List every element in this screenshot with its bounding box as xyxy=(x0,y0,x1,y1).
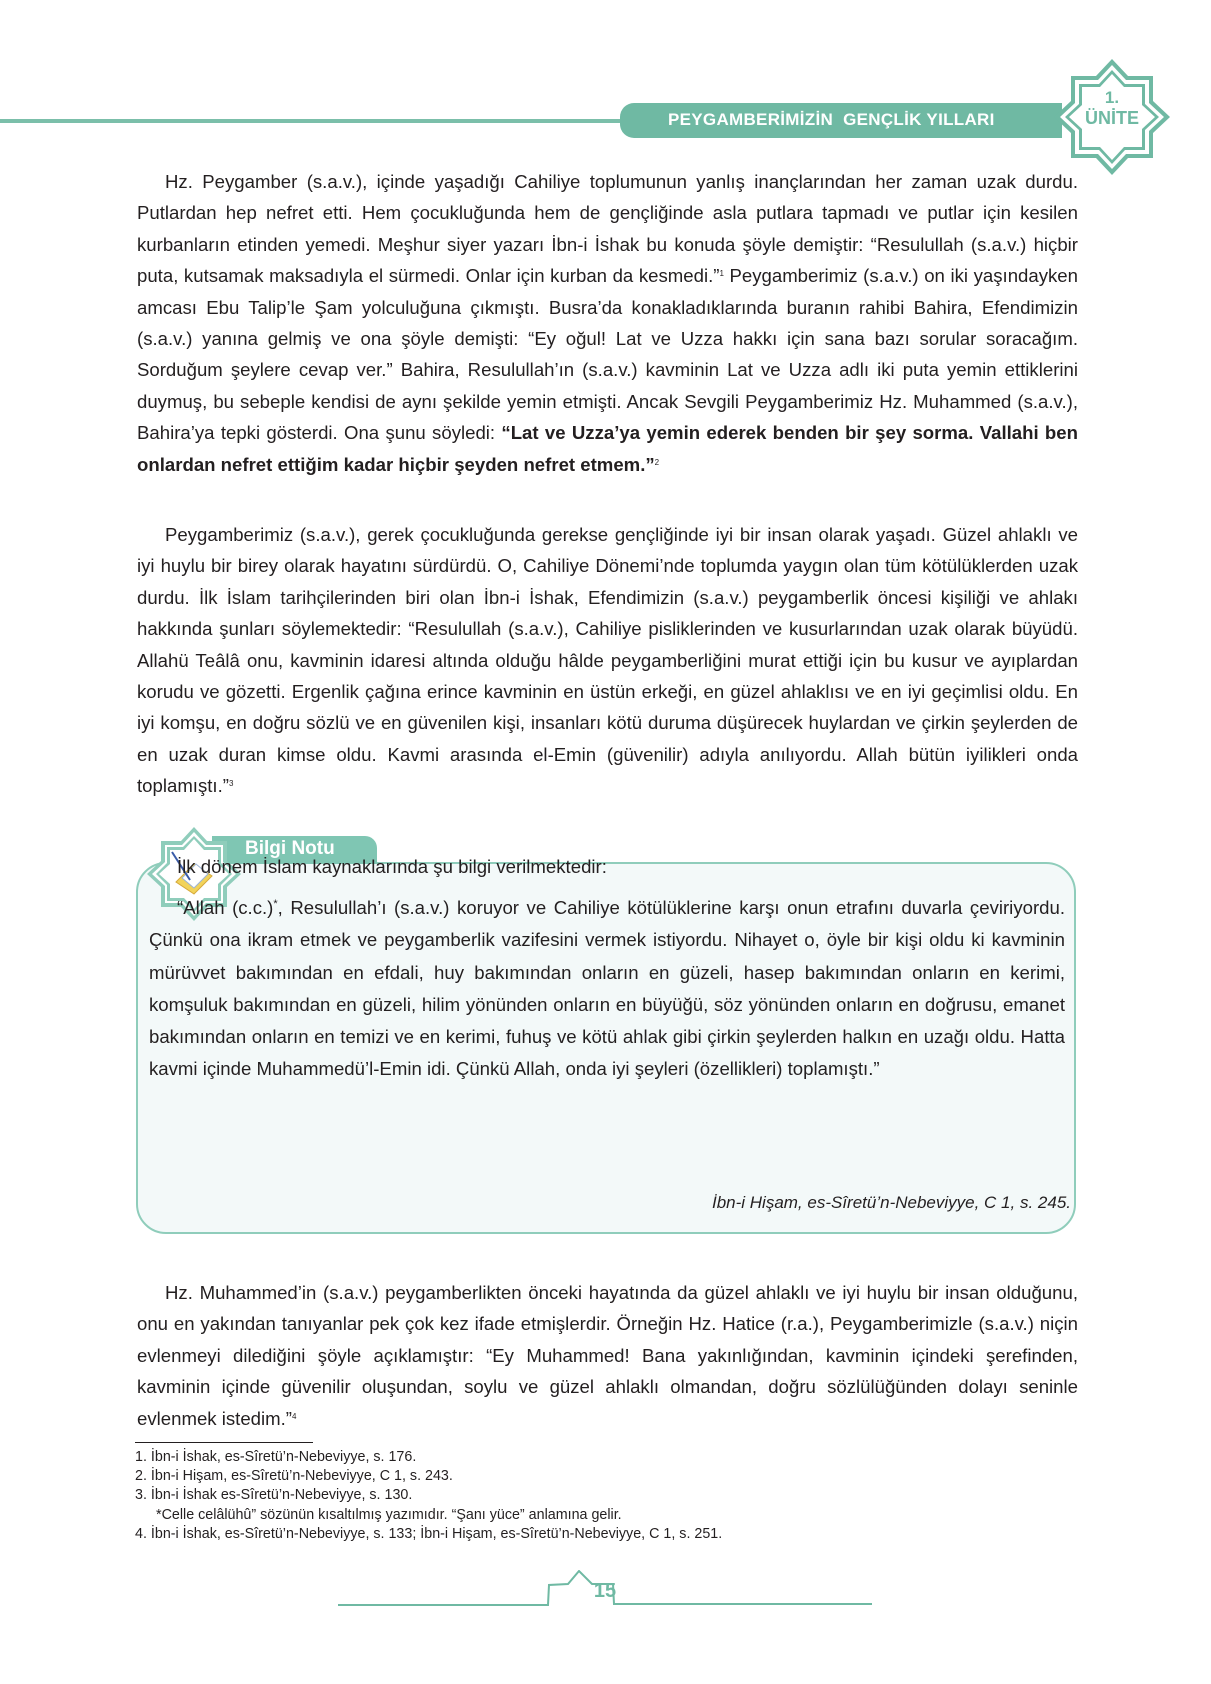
unit-label: ÜNİTE xyxy=(1085,108,1139,128)
footnote-item: 3. İbn-i İshak es-Sîretü’n-Nebeviyye, s. 130. xyxy=(135,1487,413,1504)
footnote-ref[interactable]: 1 xyxy=(719,269,724,279)
page-number: 15 xyxy=(593,1580,617,1602)
paragraph-text: Hz. Peygamber (s.a.v.), içinde yaşadığı Cahiliye toplumunun yanlış inançlarından her zaman uzak durdu. Putlardan hep nefret etti. Hem çocukluğunda hem de gençliğinde asla putlara tapmadı ve putlar için kesilen kurbanların etinden yemedi. Meşhur siyer yazarı İbn-i İshak bu konuda şöyle demiştir: “Resulullah (s.a.v.) hiçbir puta, kutsamak maksadıyla el sürmedi. Onlar için kurban da kesmedi.” xyxy=(137,171,1078,287)
unit-number: 1. xyxy=(1104,88,1120,107)
header-rule xyxy=(0,119,660,123)
info-note-quote xyxy=(149,888,1065,1085)
body-paragraph-1 xyxy=(137,166,1078,480)
quote-text: , Resulullah’ı (s.a.v.) koruyor ve Cahiliye kötülüklerine karşı onun etrafını duvarla çeviriyordu. Çünkü ona ikram etmek ve peygamberlik vazifesini vermek istiyordu. Nihayet o, öyle bir kişi oldu ki kavminin mürüvvet bakımından en efdali, huy bakımından onların en güzeli, hasep bakımından onların en kerimi, komşuluk bakımından en güzeli, hilim yönünden onların en büyüğü, söz yönünden onların en doğrusu, emanet bakımından onların en temizi ve en kerimi, fuhuş ve kötü ahlak gibi çirkin şeylerden halkın en uzağı oldu. Hatta kavmi içinde Muhammedü’l-Emin idi. Çünkü Allah, onda iyi şeyleri (özellikleri) toplamıştı.” xyxy=(149,897,1065,1080)
bold-quote: “Lat ve Uzza’ya yemin ederek benden bir şey sorma. Vallahi ben onlardan nefret ettiğim kadar hiçbir şeyden nefret etmem.” xyxy=(137,422,1078,475)
body-paragraph-2 xyxy=(137,519,1078,802)
footnote-ref[interactable]: 4 xyxy=(292,1411,297,1421)
footnote-item: 2. İbn-i Hişam, es-Sîretü’n-Nebeviyye, C 1, s. 243. xyxy=(135,1468,453,1485)
body-paragraph-3 xyxy=(137,1277,1078,1434)
footnote-item: 1. İbn-i İshak, es-Sîretü’n-Nebeviyye, s. 176. xyxy=(135,1449,417,1465)
footnote-rule xyxy=(135,1442,313,1443)
paragraph-text: Peygamberimiz (s.a.v.) on iki yaşındayken amcası Ebu Talip’le Şam yolculuğuna çıkmıştı. Busra’da konakladıklarında buranın rahibi Bahira, Efendimizin (s.a.v.) yanına gelmiş ve ona şöyle demişti: “Ey oğul! Lat ve Uzza hakkı için sana bazı sorular soracağım. Sorduğum şeylere cevap ver.” Bahira, Resulullah’ın (s.a.v.) kavminin Lat ve Uzza adlı iki puta yemin ettiklerini duymuş, bu sebeple kendisi de aynı şekilde yemin etmişti. Ancak Sevgili Peygamberimiz Hz. Muhammed (s.a.v.), Bahira’ya tepki gösterdi. Ona şunu söyledi: xyxy=(137,265,1078,444)
footnote-ref[interactable]: 2 xyxy=(654,457,660,467)
footnote-item: 4. İbn-i İshak, es-Sîretü’n-Nebeviyye, s. 133; İbn-i Hişam, es-Sîretü’n-Nebeviyye, C 1, s. 251. xyxy=(135,1525,723,1542)
paragraph-text: Hz. Muhammed’in (s.a.v.) peygamberlikten önceki hayatında da güzel ahlaklı ve iyi huylu bir insan olduğunu, onu en yakından tanıyanlar pek çok kez ifade etmişlerdir. Örneğin Hz. Hatice (r.a.), Peygamberimizle (s.a.v.) niçin evlenmeyi dilediğini şöyle açıklamıştır: “Ey Muhammed! Bana yakınlığından, kavminin içindeki şerefinden, kavminin içinde güvenilir oluşundan, soylu ve güzel ahlaklı olmandan, doğru sözlülüğünden dolayı seninle evlenmek istedim.” xyxy=(137,1282,1078,1429)
page-footer xyxy=(338,1570,872,1610)
info-note-intro: İlk dönem İslam kaynaklarında şu bilgi verilmektedir: xyxy=(177,856,607,877)
unit-badge xyxy=(1053,58,1171,176)
footnote-note: *Celle celâlühû” sözünün kısaltılmış yazımıdır. “Şanı yüce” anlamına gelir. xyxy=(156,1506,622,1523)
info-note-source: İbn-i Hişam, es-Sîretü’n-Nebeviyye, C 1, s. 245. xyxy=(711,1193,1071,1212)
quote-text: “Allah (c.c.) xyxy=(177,897,274,919)
footnotes xyxy=(135,1448,722,1544)
footnote-ref[interactable]: 3 xyxy=(228,779,234,789)
paragraph-text: Peygamberimiz (s.a.v.), gerek çocukluğunda gerekse gençliğinde iyi bir insan olarak yaşadı. Güzel ahlaklı ve iyi huylu bir birey olarak hayatını sürdürdü. O, Cahiliye Dönemi’nde toplumda yaygın olan tüm kötülüklerden uzak durdu. İlk İslam tarihçilerinden biri olan İbn-i İshak, Efendimizin (s.a.v.) peygamberlik öncesi kişiliği ve ahlakı hakkında şunları söylemektedir: “Resulullah (s.a.v.), Cahiliye pisliklerinden ve kusurlarından uzak olarak büyüdü. Allahü Teâlâ onu, kavminin idaresi altında olduğu hâlde peygamberliğini murat ettiği için bu kusur ve ayıplardan korudu ve gözetti. Ergenlik çağına erince kavminin en üstün erkeği, en güzel ahlaklısı ve en iyi geçimlisi oldu. En iyi komşu, en doğru sözlü ve en güvenilen kişi, insanları kötü duruma düşürecek huylardan ve çirkin şeylerden de en uzak duran kimse oldu. Kavmi arasında el-Emin (güvenilir) adıyla anılıyordu. Allah bütün iyilikleri onda toplamıştı.” xyxy=(137,524,1078,797)
asterisk-ref[interactable]: * xyxy=(273,898,278,910)
section-title: PEYGAMBERİMİZİN GENÇLİK YILLARI xyxy=(668,110,995,129)
info-note-title: Bilgi Notu xyxy=(245,838,335,859)
